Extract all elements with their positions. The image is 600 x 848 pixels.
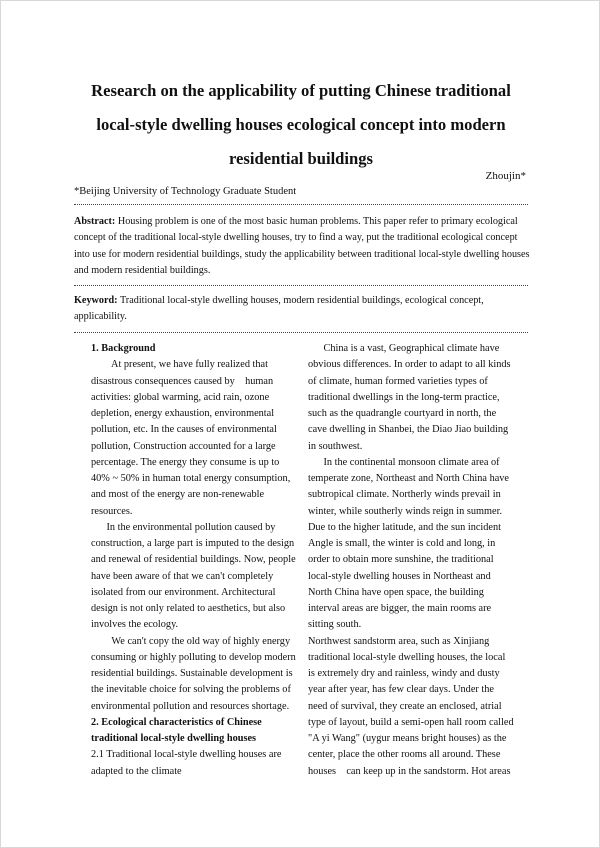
body-line: cave dwelling in Shanbei, the Diao Jiao building [308, 424, 509, 436]
body-line: of climate, human formed varieties types of [308, 375, 488, 387]
body-line: 40% ~ 50% in human total energy consumption, [91, 473, 291, 484]
abstract-line: concept of the traditional local-style dwelling houses, try to find a way, put the traditional ecological concept [74, 232, 518, 244]
body-line: At present, we have fully realized that [91, 359, 268, 371]
body-line: traditional dwellings in the long-term practice, [308, 391, 500, 403]
subsection-heading: adapted to the climate [91, 765, 182, 777]
title-line: local-style dwelling houses ecological concept into modern [96, 115, 506, 134]
paper-title [61, 74, 541, 176]
dotted-divider [74, 332, 528, 333]
body-line: "A yi Wang" (uygur means bright houses) as the [308, 733, 507, 744]
body-line: percentage. The energy they consume is up to [91, 456, 280, 468]
body-line: order to obtain more sunshine, the traditional [308, 554, 494, 566]
body-line: Due to the higher latitude, and the sun incident [308, 521, 502, 533]
body-line: have been aware of that we can't completely [91, 570, 274, 582]
left-column [91, 341, 301, 780]
keyword-line: Traditional local-style dwelling houses, modern residential buildings, ecological concept, [117, 295, 484, 306]
section-heading: 2. Ecological characteristics of Chinese [91, 716, 262, 728]
body-line: obvious differences. In order to adapt to all kinds [308, 359, 511, 371]
section-heading: 1. Background [91, 343, 156, 354]
body-line: local-style dwelling houses in Northeast and [308, 570, 491, 582]
subsection-heading: 2.1 Traditional local-style dwelling houses are [91, 749, 282, 761]
abstract-line: Housing problem is one of the most basic human problems. This paper refer to primary ecological [115, 216, 518, 227]
body-line: need of survival, they create an enclosed, atrial [308, 700, 502, 712]
body-line: China is a vast, Geographical climate have [308, 343, 500, 354]
abstract-block [74, 214, 529, 279]
body-line: construction, a large part is imputed to the design [91, 538, 295, 549]
keyword-label: Keyword: [74, 295, 118, 306]
body-line: Northwest sandstorm area, such as Xinjiang [308, 635, 490, 647]
author-affiliation: *Beijing University of Technology Graduate Student [74, 186, 297, 197]
body-line: residential buildings. Sustainable development is [91, 668, 293, 679]
body-line: involves the ecology. [91, 619, 179, 631]
body-line: year after year, has few clear days. Under the [308, 684, 494, 696]
body-line: interval areas are bigger, the main rooms are [308, 603, 492, 614]
right-column [308, 341, 519, 780]
body-line: temperate zone, Northeast and North China have [308, 473, 510, 484]
body-line: such as the quadrangle courtyard in north, the [308, 408, 497, 419]
keyword-line: applicability. [74, 311, 127, 323]
body-line: resources. [91, 505, 133, 517]
body-line: sitting south. [308, 619, 362, 631]
body-line: In the continental monsoon climate area of [308, 456, 500, 468]
body-line: pollution, Construction accounted for a large [91, 440, 276, 452]
body-line: disastrous consequences caused by human [91, 375, 274, 387]
body-line: activities: global warming, acid rain, ozone [91, 391, 270, 403]
body-line: the inevitable choice for solving the problems of [91, 684, 291, 696]
body-line: is extremely dry and rainless, windy and dusty [308, 668, 500, 679]
body-line: houses can keep up in the sandstorm. Hot areas [308, 765, 511, 777]
abstract-label: Abstract: [74, 216, 116, 227]
body-line: depletion, energy exhaustion, environmental [91, 408, 275, 419]
body-line: design is not only related to aesthetics, but also [91, 603, 286, 614]
body-line: in southwest. [308, 440, 363, 452]
body-line: In the environmental pollution caused by [91, 521, 276, 533]
body-line: winter, while southerly winds reign in summer. [308, 505, 503, 517]
section-heading: traditional local-style dwelling houses [91, 733, 257, 744]
body-line: pollution, etc. In the causes of environmental [91, 424, 277, 436]
body-line: isolated from our environment. Architectural [91, 586, 276, 598]
keyword-block [74, 293, 529, 326]
body-line: North China have open space, the building [308, 586, 484, 598]
dotted-divider [74, 204, 528, 205]
title-line: Research on the applicability of putting Chinese traditional [91, 81, 511, 100]
body-line: subtropical climate. Northerly winds prevail in [308, 489, 501, 501]
author-name: Zhoujin* [485, 170, 526, 182]
body-line: type of layout, build a semi-open hall room called [308, 716, 514, 728]
abstract-line: and modern residential buildings. [74, 264, 211, 276]
body-line: environmental pollution and resources shortage. [91, 700, 290, 712]
body-line: We can't copy the old way of highly energy [91, 635, 291, 647]
body-line: consuming or highly polluting to develop modern [91, 651, 296, 663]
dotted-divider [74, 285, 528, 286]
body-line: center, place the other rooms all around. These [308, 749, 501, 761]
title-line: residential buildings [228, 149, 373, 168]
body-line: and most of the energy are non-renewable [91, 489, 265, 501]
abstract-line: into use for modern residential buildings, study the applicability between traditional local-style dwelling houses [74, 248, 530, 260]
body-line: Angle is small, the winter is cold and long, in [308, 538, 496, 549]
body-line: and renewal of residential buildings. Now, people [91, 554, 296, 566]
body-line: traditional local-style dwelling houses, the local [308, 651, 506, 663]
